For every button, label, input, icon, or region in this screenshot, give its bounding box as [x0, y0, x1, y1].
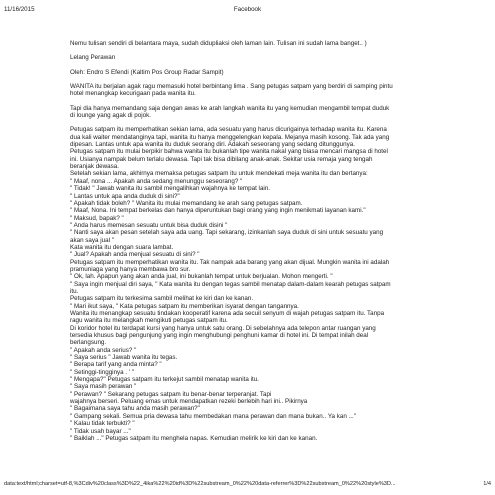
- print-title: Facebook: [233, 6, 262, 13]
- text-line: " Saya ingin menjual diri saya, " Kata wanita itu dengan tegas sambil menatap dalam-dalam kearah petugas satpam: [70, 280, 391, 288]
- text-line: " Nanti saya akan pesan setelah saya ada uang. Tapi sekarang, izinkanlah saya duduk di sini untuk sesuatu yang: [70, 229, 384, 237]
- text-line: " Mengapa?" Petugas satpam itu terkejut sambil menatap wanita itu.: [70, 376, 259, 384]
- text-line: pramuniaga yang hanya membawa bro sur.: [70, 265, 191, 273]
- text-line: " Setinggi-tingginya . ' ": [70, 368, 134, 376]
- text-line: Petugas satpam itu memperhatikan wanita itu. Tak nampak ada barang yang akan dijual. Mungkin wanita ini adalah: [70, 258, 390, 266]
- text-line: " Maksud, bapak? ": [70, 214, 124, 222]
- text-line: " Lantas untuk apa anda duduk di sini?": [70, 192, 180, 200]
- text-line: " Jual? Apakah anda menjual sesuatu di sini? ": [70, 251, 200, 259]
- text-line: Petugas satpam itu terkesima sambil melihat ke kiri dan ke kanan.: [70, 295, 254, 303]
- text-line: Kata wanita itu dengan suara lambat.: [70, 243, 174, 251]
- text-line: Tapi dia hanya memandang saja dengan awas ke arah langkah wanita itu yang kemudian mengambil tempat duduk: [70, 104, 390, 112]
- text-line: Di koridor hotel itu terdapat kursi yang hanya untuk satu orang. Di sebelahnya ada telepon antar ruangan yang: [70, 324, 376, 332]
- text-line: " Bagaimana saya tahu anda masih perawan?": [70, 405, 200, 413]
- text-line: berlangsung.: [70, 339, 107, 347]
- text-line: dua kali waiter mendatanginya tapi, wanita itu hanya menggelengkan kepala. Mejanya masih kosong. Tak ada yang: [70, 133, 390, 141]
- text-line: " Apakah anda serius? ": [70, 346, 137, 354]
- print-header: [0, 6, 495, 16]
- text-line: Petugas satpam itu memperhatikan sekian lama, ada sesuatu yang harus dicurigainya terhadap wanita itu. Karena: [70, 126, 387, 134]
- text-line: itu.: [70, 287, 79, 295]
- text-line: hotel menangkap kecurigaan pada wanita itu.: [70, 90, 196, 98]
- text-line: Wanita itu menangkap sesuatu tindakan kooperatif karena ada secuil senyum di wajah petugas satpam itu. Tanpa: [70, 310, 385, 317]
- text-line: ini. Usianya nampak belum terlalu dewasa. Tapi tak bisa dibilang anak-anak. Sekitar usia remaja yang tengah: [70, 155, 373, 163]
- text-line: " Baiklah ..." Petugas satpam itu menghela napas. Kemudian melirik ke kiri dan ke kanan.: [70, 434, 318, 442]
- text-line: Oleh: Endro S Efendi (Kaltim Pos Group Radar Sampit): [70, 68, 224, 76]
- text-line: " Saya masih perawan ": [70, 383, 137, 391]
- page-number: 1/4: [483, 481, 491, 487]
- text-line: " Gampang sekali. Semua pria dewasa tahu membedakan mana perawan dan mana bukan.. Ya kan ...": [70, 412, 356, 420]
- print-date: 11/16/2015: [4, 6, 35, 13]
- print-footer: [4, 481, 491, 490]
- text-line: di lounge yang agak di pojok.: [70, 112, 151, 120]
- text-line: Nemu tulisan sendiri di belantara maya, sudah didupliaksi oleh laman lain. Tulisan ini sudah lama banget.. ): [70, 40, 367, 47]
- text-line: beranjak dewasa.: [70, 163, 119, 171]
- text-line: " Maaf, nona ... Apakah anda sedang menunggu seseorang? ": [70, 177, 243, 185]
- text-line: " Ok, lah. Apapun yang akan anda jual, ini bukanlah tempat untuk berjualan. Mohon mengerti. ": [70, 273, 333, 281]
- post-body: [70, 40, 474, 442]
- text-line: tersedia khusus bagi pengunjung yang ingin menghubungi penghuni kamar di hotel ini. Di tempat inilah deal: [70, 332, 369, 340]
- text-line: ragu wanita itu melangkah mengikuti petugas satpam itu.: [70, 317, 228, 325]
- text-line: " Perawan? " Sekarang petugas satpam itu benar-benar terperanjat. Tapi: [70, 390, 272, 398]
- text-line: Setelah sekian lama, akhirnya memaksa petugas satpam itu untuk mendekati meja wanita itu dan bertanya:: [70, 170, 368, 178]
- text-line: WANITA itu berjalan agak ragu memasuki hotel berbintang lima . Sang petugas satpam yang berdiri di samping pintu: [70, 83, 393, 91]
- text-line: wajahnya berseri. Peluang emas untuk mendapatkan rezeki berlebih hari ini.. Pikirnya: [70, 398, 308, 406]
- text-line: Petugas satpam itu mulai berpikir bahwa wanita itu bukanlah tipe wanita nakal yang biasa mencari mangsa di hotel: [70, 148, 388, 156]
- text-line: " Maaf, Nona. Ini tempat berkelas dan hanya diperuntukan bagi orang yang ingin menikmati layanan kami.": [70, 207, 366, 215]
- text-line: " Kalau tidak terbukti? ": [70, 420, 135, 428]
- text-line: " Apakah tidak boleh? " Wanita itu mulai memandang ke arah sang petugas satpam.: [70, 199, 303, 207]
- text-line: Lelang Perawan: [70, 54, 116, 62]
- text-line: " Anda harus memesan sesuatu untuk bisa duduk disini ": [70, 221, 228, 229]
- text-line: " Tidak usah bayar ...": [70, 427, 131, 435]
- text-line: akan saya jual ": [70, 236, 114, 244]
- footer-url: data:text/html;charset=utf-8,%3Cdiv%20class%3D%22_4ika%22%20id%3D%22substream_0%22%20data-referrer%3D%22substream_0%22%20style%3D...: [4, 481, 396, 487]
- text-line: " Saya serius " Jawab wanita itu tegas.: [70, 354, 178, 362]
- text-line: " Tidak! " Jawab wanita itu sambil mengalihkan wajahnya ke tempat lain.: [70, 185, 271, 193]
- text-line: " Mari ikut saya, " Kata petugas satpam itu memberikan isyarat dengan tangannya.: [70, 302, 299, 310]
- text-line: dipesan. Lantas untuk apa wanita itu duduk seorang diri. Adakah seseorang yang sedang ditunggunya.: [70, 141, 355, 149]
- text-line: " Berapa tarif yang anda minta? ": [70, 361, 162, 369]
